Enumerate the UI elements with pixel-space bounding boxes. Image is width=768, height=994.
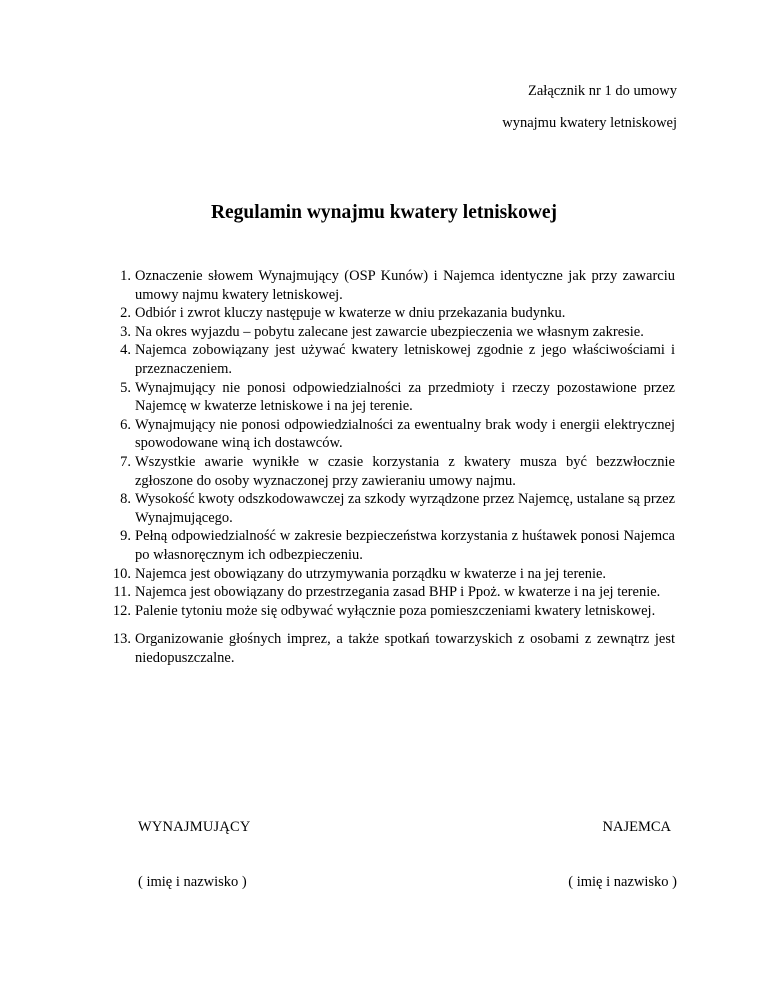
rule-number: 2.: [120, 305, 131, 322]
landlord-name-hint: ( imię i nazwisko ): [138, 874, 247, 890]
rule-number: 7.: [120, 453, 131, 470]
rule-number: 6.: [120, 416, 131, 433]
rule-text: Oznaczenie słowem Wynajmujący (OSP Kunów) i Najemca identyczne jak przy zawarciu umowy najmu kwatery letniskowej.: [135, 268, 675, 303]
rule-number: 8.: [120, 491, 131, 508]
rule-text: Pełną odpowiedzialność w zakresie bezpieczeństwa korzystania z huśtawek ponosi Najemca po własnoręcznym ich odbezpieczeniu.: [135, 528, 675, 563]
rule-text: Na okres wyjazdu – pobytu zalecane jest zawarcie ubezpieczenia we własnym zakresie.: [135, 323, 644, 340]
rule-item-2: [111, 304, 675, 323]
rule-item-6: [111, 416, 675, 453]
rule-item-4: [111, 341, 675, 378]
rule-number: 1.: [120, 268, 131, 284]
rule-item-10: [111, 565, 675, 584]
rule-number: 13.: [112, 631, 131, 648]
rule-number: 9.: [120, 528, 131, 545]
rule-item-9: [111, 527, 675, 564]
rule-item-12: [111, 602, 675, 621]
rule-text: Wysokość kwoty odszkodowawczej za szkody wyrządzone przez Najemcę, ustalane są przez Wynajmującego.: [135, 491, 675, 526]
tenant-signature-label: NAJEMCA: [602, 819, 671, 835]
landlord-signature-label: WYNAJMUJĄCY: [138, 819, 251, 835]
rule-number: 4.: [120, 342, 131, 359]
rule-item-11: [111, 583, 675, 602]
document-title: Regulamin wynajmu kwatery letniskowej: [210, 202, 558, 223]
rule-number: 3.: [120, 323, 131, 340]
rule-item-13: [111, 630, 675, 667]
rule-text: Najemca zobowiązany jest używać kwatery letniskowej zgodnie z jego właściwościami i przeznaczeniem.: [135, 342, 675, 377]
rule-item-3: [111, 323, 675, 342]
rule-text: Wszystkie awarie wynikłe w czasie korzystania z kwatery musza być bezzwłocznie zgłoszone do osoby wyznaczonej przy zawieraniu umowy najmu.: [135, 453, 675, 489]
annex-line-2: wynajmu kwatery letniskowej: [502, 115, 677, 131]
rule-number: 5.: [120, 379, 131, 396]
rule-text: Wynajmujący nie ponosi odpowiedzialności za przedmioty i rzeczy pozostawione przez Najemcę w kwaterze letniskowe i na jej terenie.: [135, 379, 675, 415]
rules-list: [111, 267, 675, 667]
rule-number: 11.: [113, 584, 131, 601]
rule-text: Wynajmujący nie ponosi odpowiedzialności za ewentualny brak wody i energii elektrycznej spowodowane winą ich dostawców.: [135, 416, 675, 452]
rule-number: 12.: [112, 602, 131, 619]
rule-text: Organizowanie głośnych imprez, a także spotkań towarzyskich z osobami z zewnątrz jest niedopuszczalne.: [135, 631, 675, 666]
rule-text: Palenie tytoniu może się odbywać wyłącznie poza pomieszczeniami kwatery letniskowej.: [135, 602, 656, 619]
rule-item-7: [111, 453, 675, 490]
rule-text: Najemca jest obowiązany do utrzymywania porządku w kwaterze i na jej terenie.: [135, 565, 607, 582]
rule-number: 10.: [112, 565, 131, 582]
rule-item-5: [111, 379, 675, 416]
rule-item-1: [111, 267, 675, 304]
rule-item-8: [111, 490, 675, 527]
rule-text: Odbiór i zwrot kluczy następuje w kwaterze w dniu przekazania budynku.: [135, 305, 566, 322]
annex-line-1: Załącznik nr 1 do umowy: [528, 83, 677, 99]
tenant-name-hint: ( imię i nazwisko ): [568, 874, 677, 890]
rule-text: Najemca jest obowiązany do przestrzegania zasad BHP i Ppoż. w kwaterze i na jej terenie.: [135, 584, 661, 601]
